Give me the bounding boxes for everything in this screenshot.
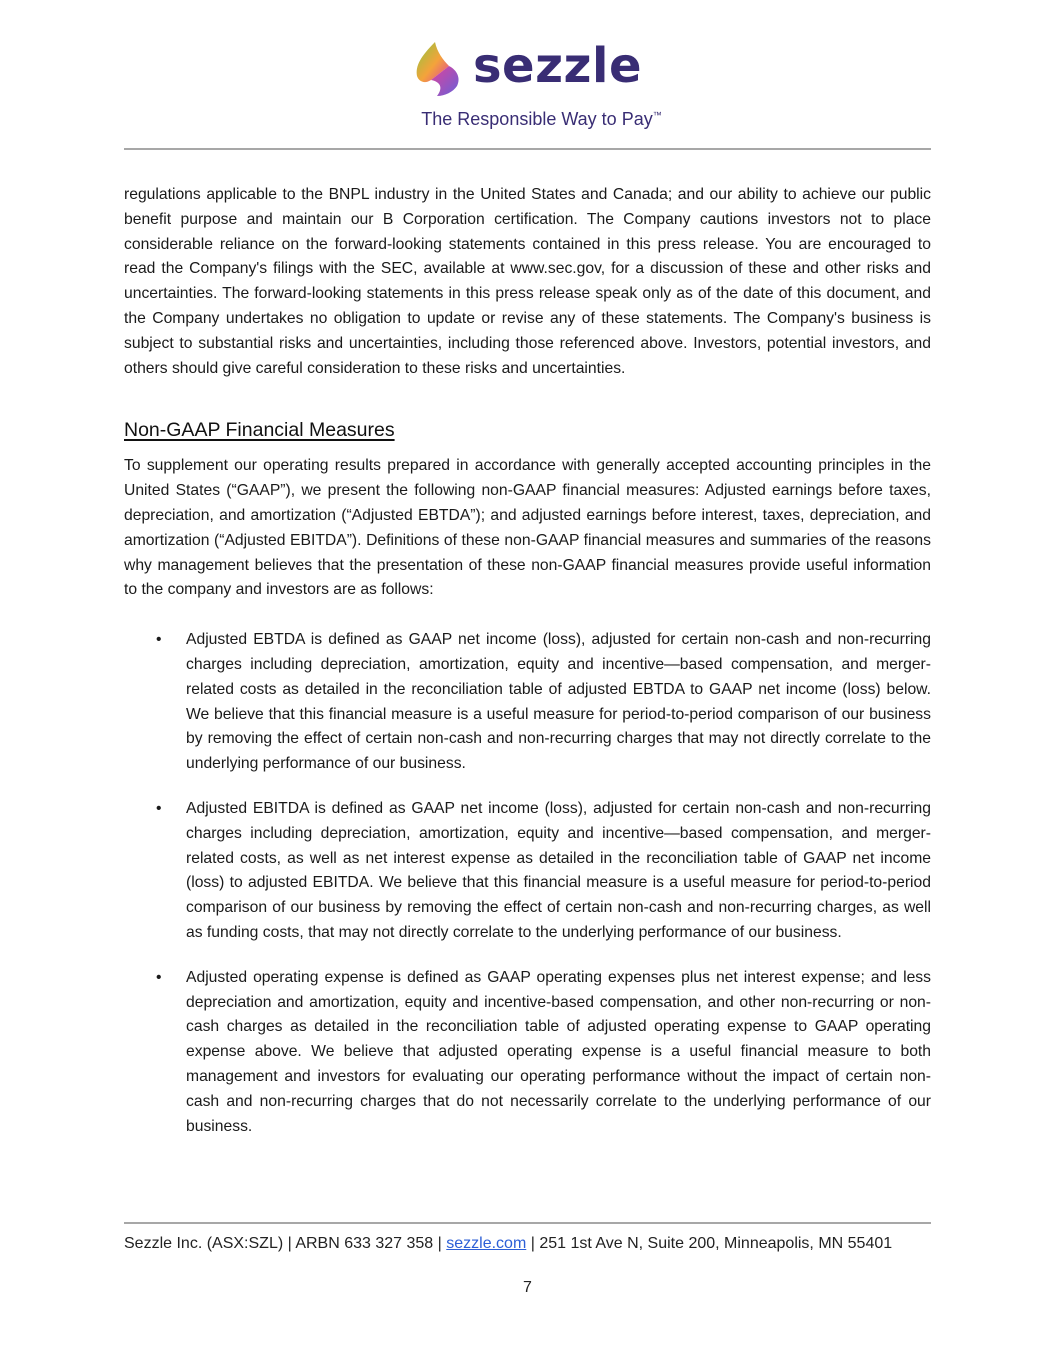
list-item-text: Adjusted EBITDA is defined as GAAP net income (loss), adjusted for certain non-cash and non-recurring charges including depreciation, amortization, equity and incentive—based compensation, and merger-related costs, as well as net interest expense as detailed in the reconciliation table of GAAP net income (loss) to adjusted EBITDA. We believe that this financial measure is a useful measure for period-to-period comparison of our business by removing the effect of certain non-cash and non-recurring charges, as well as funding costs, that may not directly correlate to the underlying performance of our business. [186,799,931,941]
page-header [0,38,1055,130]
footer-divider [124,1222,931,1224]
definitions-list [124,628,931,1139]
page-footer [124,1235,931,1253]
website-link[interactable]: sezzle.com [446,1235,527,1252]
bullet-icon: • [156,968,162,986]
section-paragraph: To supplement our operating results prepared in accordance with generally accepted accounting principles in the United States (“GAAP”), we present the following non-GAAP financial measures: Adjusted earnings before taxes, depreciation, and amortization (“Adjusted EBTDA”); and adjusted earnings before interest, taxes, depreciation, and amortization (“Adjusted EBITDA”). Definitions of these non-GAAP financial measures and summaries of the reasons why management believes that the presentation of these non-GAAP financial measures provide useful information to the company and investors are as follows: [124,457,931,599]
intro-paragraph: regulations applicable to the BNPL industry in the United States and Canada; and our ability to achieve our public benefit purpose and maintain our B Corporation certification. The Company cautions investors not to place considerable reliance on the forward-looking statements contained in this press release. You are encouraged to read the Company's filings with the SEC, available at www.sec.gov, for a discussion of these and other risks and uncertainties. The forward-looking statements in this press release speak only as of the date of this document, and the Company undertakes no obligation to update or revise any of these statements. The Company's business is subject to substantial risks and uncertainties, including those referenced above. Investors, potential investors, and others should give careful consideration to these risks and uncertainties. [124,186,931,377]
brand-wordmark: sezzle [472,38,642,94]
footer-company: Sezzle Inc. (ASX:SZL) | ARBN 633 327 358 | [124,1235,447,1252]
list-item [124,628,931,777]
list-item-text: Adjusted EBTDA is defined as GAAP net income (loss), adjusted for certain non-cash and non-recurring charges including depreciation, amortization, equity and incentive—based compensation, and merger-related costs as detailed in the reconciliation table of adjusted EBTDA to GAAP net income (loss) below. We believe that this financial measure is a useful measure for period-to-period comparison of our business by removing the effect of certain non-cash and non-recurring charges that may not directly correlate to the underlying performance of our business. [186,631,931,773]
list-item [124,966,931,1140]
page-content [124,183,931,1139]
brand-tagline: The Responsible Way to Pay™ [421,109,662,129]
page-number: 7 [523,1279,532,1296]
bullet-icon: • [156,631,162,649]
brand-logo [413,38,642,100]
section-heading: Non-GAAP Financial Measures [124,419,395,442]
sezzle-logo-icon [413,40,467,98]
bullet-icon: • [156,799,162,817]
footer-address: | 251 1st Ave N, Suite 200, Minneapolis, MN 55401 [526,1235,893,1252]
trademark-symbol: ™ [652,110,662,120]
list-item-text: Adjusted operating expense is defined as GAAP operating expenses plus net interest expense; and less depreciation and amortization, equity and incentive-based compensation, and other non-recurring or non-cash charges as detailed in the reconciliation table of adjusted operating expense to GAAP operating expense above. We believe that adjusted operating expense is a useful financial measure to both management and investors for evaluating our operating performance without the impact of certain non-cash and non-recurring charges that do not necessarily correlate to the underlying performance of our business. [186,968,931,1135]
header-divider [124,148,931,150]
list-item [124,797,931,946]
